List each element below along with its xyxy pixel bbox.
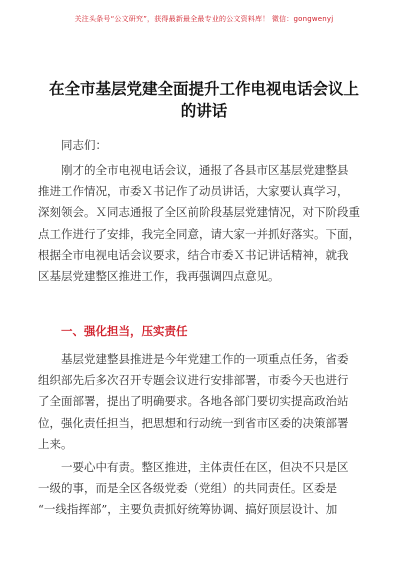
- paragraph-line: 组织部先后多次召开专题会议进行安排部署，市委今天也进行: [38, 373, 349, 388]
- paragraph-line: 推进工作情况，市委Ｘ书记作了动员讲话，大家要认真学习，: [38, 184, 349, 199]
- title-line: 在全市基层党建全面提升工作电视电话会议上: [48, 80, 359, 98]
- title-line: 的讲话: [180, 102, 228, 120]
- paragraph-line: 上来。: [38, 436, 73, 451]
- paragraph-2: [38, 349, 361, 455]
- paragraph-line: 深刻领会。Ｘ同志通报了全区前阶段基层党建情况，对下阶段重: [38, 205, 360, 220]
- paragraph-1: [38, 160, 361, 287]
- paragraph-line: 一级的事，而是全区各级党委（党组）的共同责任。区委是: [38, 481, 337, 496]
- salutation: 同志们：: [61, 138, 107, 152]
- paragraph-line: 刚才的全市电视电话会议，通报了各县市区基层党建整县: [61, 163, 349, 177]
- paragraph-line: 位，强化责任担当，把思想和行动统一到省市区委的决策部署: [38, 415, 349, 430]
- paragraph-line: 了全面部署，提出了明确要求。各地各部门要切实提高政治站: [38, 394, 349, 409]
- header-banner: 关注头条号“公文研究”，获得最新最全最专业的公文资料库！ 微信：gongwenyj: [74, 15, 334, 23]
- document-title: [44, 78, 364, 122]
- paragraph-line: 点工作进行了安排，我完全同意，请大家一并抓好落实。下面，: [38, 226, 360, 241]
- paragraph-3: [38, 457, 361, 521]
- paragraph-line: 根据全市电视电话会议要求，结合市委Ｘ书记讲话精神，就我: [38, 247, 349, 262]
- paragraph-line: 区基层党建整区推进工作，我再强调四点意见。: [38, 268, 280, 283]
- paragraph-line: “一线指挥部”，主要负责抓好统筹协调、搞好顶层设计、加: [38, 502, 338, 517]
- paragraph-line: 基层党建整县推进是今年党建工作的一项重点任务，省委: [61, 352, 349, 366]
- section-heading: 一、强化担当，压实责任: [61, 324, 188, 338]
- paragraph-line: 一要心中有责。整区推进，主体责任在区，但决不只是区: [61, 460, 349, 474]
